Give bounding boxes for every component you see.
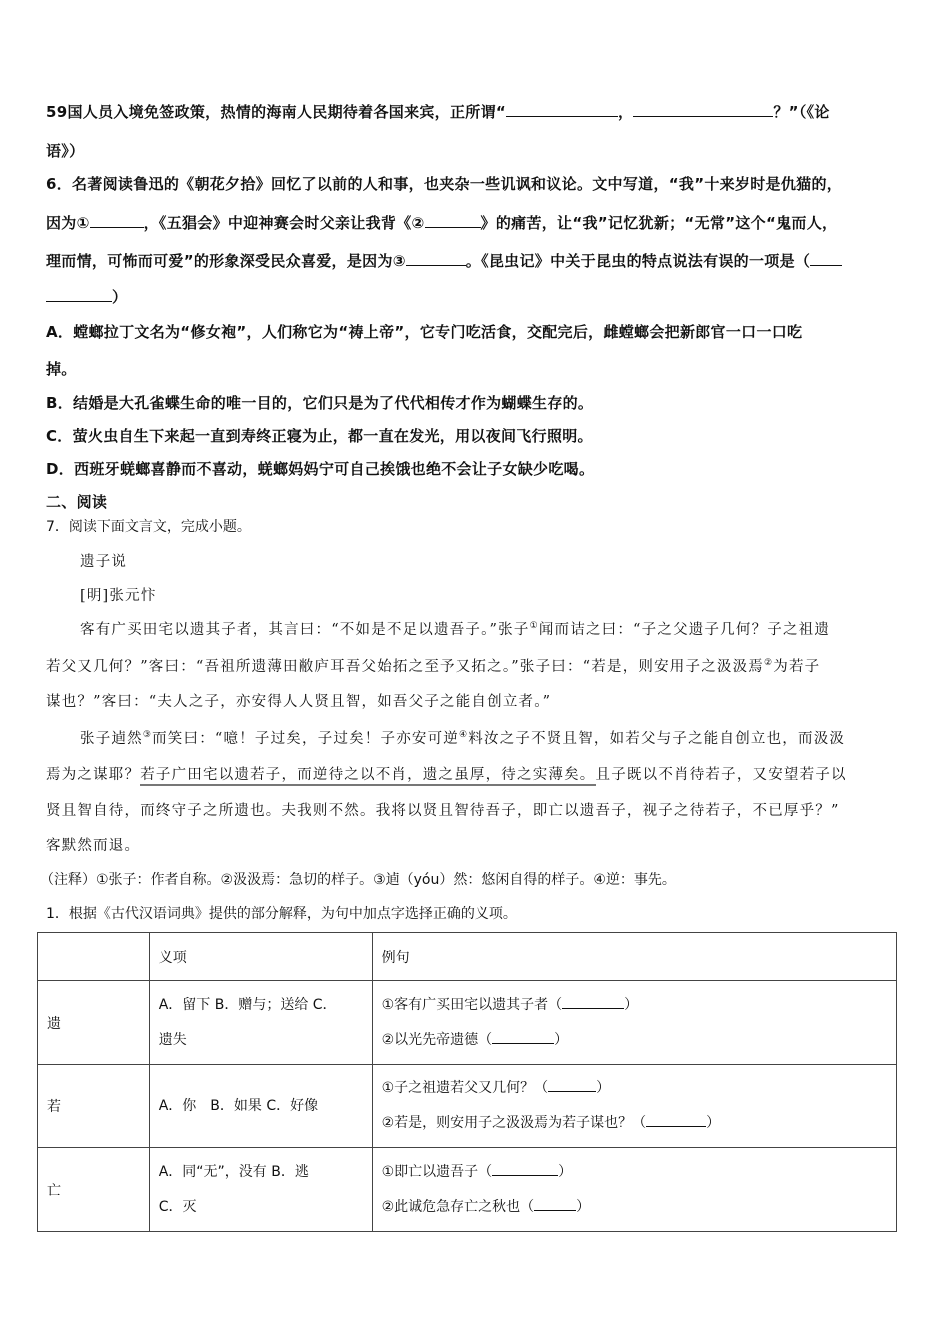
example-line [382,1023,896,1058]
examples-cell [372,1148,896,1232]
answer-blank-2[interactable] [633,101,773,117]
q6-line-1: 6．名著阅读鲁迅的《朝花夕拾》回忆了以前的人和事，也夹杂一些讥讽和议论。文中写道，“我”十来岁时是仇猫的， [46,175,843,193]
header-cell-empty [38,933,150,981]
example-text: ①即亡以遗吾子（ [381,1163,493,1180]
essay-text: 且子既以不肖待若子，又安望若子以 [595,767,847,783]
q6-line-4 [46,286,127,307]
close-paren: ） [624,996,639,1013]
essay-p2-line-3: 贤且智自待，而终守子之所遗也。夫我则不然。我将以贤且智待吾子，即亡以遗吾子，视子之待若子，不已厚乎？” [46,803,840,819]
q5-line-2: 语》） [46,142,85,160]
example-line [382,1106,896,1141]
answer-blank-q6-choice[interactable] [810,250,842,266]
footnote-marker: ④ [459,730,469,741]
example-line [382,988,896,1023]
option-a-line-2: 掉。 [46,360,77,378]
table-header-row [38,933,897,981]
char-cell: 亡 [38,1148,150,1232]
q7-prompt: 7．阅读下面文言文，完成小题。 [46,519,251,535]
example-line [382,1155,896,1190]
essay-text: 而笑曰：“噫！子过矣，子过矣！子亦安可逆 [152,731,460,747]
essay-text: 客有广买田宅以遗其子者，其言曰：“不如是不足以遗吾子。”张子 [80,622,530,638]
essay-text: 若父又几何？”客曰：“吾祖所遗薄田敝庐耳吾父始拓之至予又拓之。”张子曰：“若是，则安用子之汲汲焉 [46,659,764,675]
answer-blank-q6-2[interactable] [425,212,481,228]
header-cell-meaning: 义项 [149,933,372,981]
meaning-line: A．你 B．如果 C．好像 [158,1097,319,1114]
footnote-marker: ① [529,621,539,632]
q6-text: 。《昆虫记》中关于昆虫的特点说法有误的一项是（ [465,252,811,270]
essay-text: 闻而诘之曰：“子之父遗子几何？子之祖遗 [538,622,831,638]
answer-blank[interactable] [534,1196,576,1211]
close-paren: ） [576,1198,591,1215]
example-text: ①子之祖遗若父又几何？（ [381,1080,549,1096]
annotation-notes: （注释）①张子：作者自称。②汲汲焉：急切的样子。③逌（yóu）然：悠闲自得的样子。④逆：事先。 [40,872,676,888]
q6-line-2 [46,212,837,233]
essay-text: 为若子 [773,659,821,675]
q5-separator: ， [618,103,634,121]
essay-p2-line-1 [80,727,845,748]
section-heading: 二、阅读 [46,493,108,511]
option-b: B．结婚是大孔雀蝶生命的唯一目的，它们只是为了代代相传才作为蝴蝶生存的。 [46,394,594,412]
essay-text: 焉为之谋耶？ [46,767,141,783]
essay-p1-line-1 [80,618,830,639]
close-paren: ） [706,1115,721,1131]
q6-text: 》的痛苦，让“我”记忆犹新；“无常”这个“鬼而人， [480,214,838,232]
answer-blank[interactable] [562,994,624,1009]
header-cell-example: 例句 [372,933,896,981]
meaning-line: A．留下 B．赠与；送给 C． [158,996,337,1013]
answer-blank-q6-3[interactable] [406,250,466,266]
q5-end: ？”（《论 [773,103,830,121]
footnote-marker: ③ [142,730,153,741]
essay-title: 遗子说 [80,554,128,570]
essay-text: 料汝之子不贤且智，如若父与子之能自创立也，而汲汲 [468,731,846,747]
q6-line-3 [46,250,842,271]
q6-close-paren: ） [112,288,128,306]
char-cell: 遗 [38,981,150,1065]
option-d: D．西班牙蜣螂喜静而不喜动，蜣螂妈妈宁可自己挨饿也绝不会让子女缺少吃喝。 [46,460,595,478]
answer-blank[interactable] [492,1161,558,1176]
essay-author: [明]张元忭 [80,588,157,604]
meaning-line: 遗失 [158,1031,187,1048]
meaning-line: C．灭 [158,1198,197,1215]
essay-p2-line-2 [46,763,847,784]
example-text: ②此诚危急存亡之秋也（ [381,1198,535,1215]
example-text: ②若是，则安用子之汲汲焉为若子谋也？（ [381,1115,647,1131]
answer-blank[interactable] [492,1029,554,1044]
essay-p1-line-2 [46,655,820,676]
answer-blank-q6-choice-cont[interactable] [46,286,112,302]
meanings-cell [149,1065,372,1148]
essay-p2-line-4: 客默然而退。 [46,838,141,854]
essay-text: 张子逌然 [80,731,143,747]
answer-blank[interactable] [646,1112,706,1127]
definition-table [37,932,897,1232]
table-row [38,1148,897,1232]
q6-text: 理而情，可怖而可爱”的形象深受民众喜爱，是因为③ [46,252,406,270]
table-row [38,1065,897,1148]
q6-text: ，《五猖会》中迎神赛会时父亲让我背《② [143,214,425,232]
essay-p1-line-3: 谋也？”客曰：“夫人之子，亦安得人人贤且智，如吾父子之能自创立者。” [46,694,552,710]
q5-line-1 [46,101,830,122]
close-paren: ） [554,1031,569,1048]
example-text: ②以光先帝遗德（ [381,1031,493,1048]
q6-text: 因为① [46,214,90,232]
option-a-line-1: A．螳螂拉丁文名为“修女袍”，人们称它为“祷上帝”，它专门吃活食，交配完后，雌螳螂会把新郎官一口一口吃 [46,323,803,341]
underlined-sentence: 若子广田宅以遗若子，而逆待之以不肖，遗之虽厚，待之实薄矣。 [140,767,595,786]
answer-blank-q6-1[interactable] [90,212,144,228]
sub-question-1: 1．根据《古代汉语词典》提供的部分解释，为句中加点字选择正确的义项。 [46,906,517,922]
meanings-cell [149,1148,372,1232]
answer-blank-1[interactable] [506,101,618,117]
close-paren: ） [558,1163,573,1180]
option-c: C．萤火虫自生下来起一直到寿终正寝为止，都一直在发光，用以夜间飞行照明。 [46,427,593,445]
q5-text: 59国人员入境免签政策，热情的海南人民期待着各国来宾，正所谓“ [46,103,507,121]
example-text: ①客有广买田宅以遗其子者（ [381,996,563,1013]
answer-blank[interactable] [548,1077,596,1092]
char-cell: 若 [38,1065,150,1148]
example-line [382,1071,896,1106]
meaning-line: A．同“无”，没有 B．逃 [158,1163,309,1180]
table-row [38,981,897,1065]
examples-cell [372,981,896,1065]
close-paren: ） [596,1080,611,1096]
footnote-marker: ② [764,658,774,669]
examples-cell [372,1065,896,1148]
example-line [382,1190,896,1225]
meanings-cell [149,981,372,1065]
